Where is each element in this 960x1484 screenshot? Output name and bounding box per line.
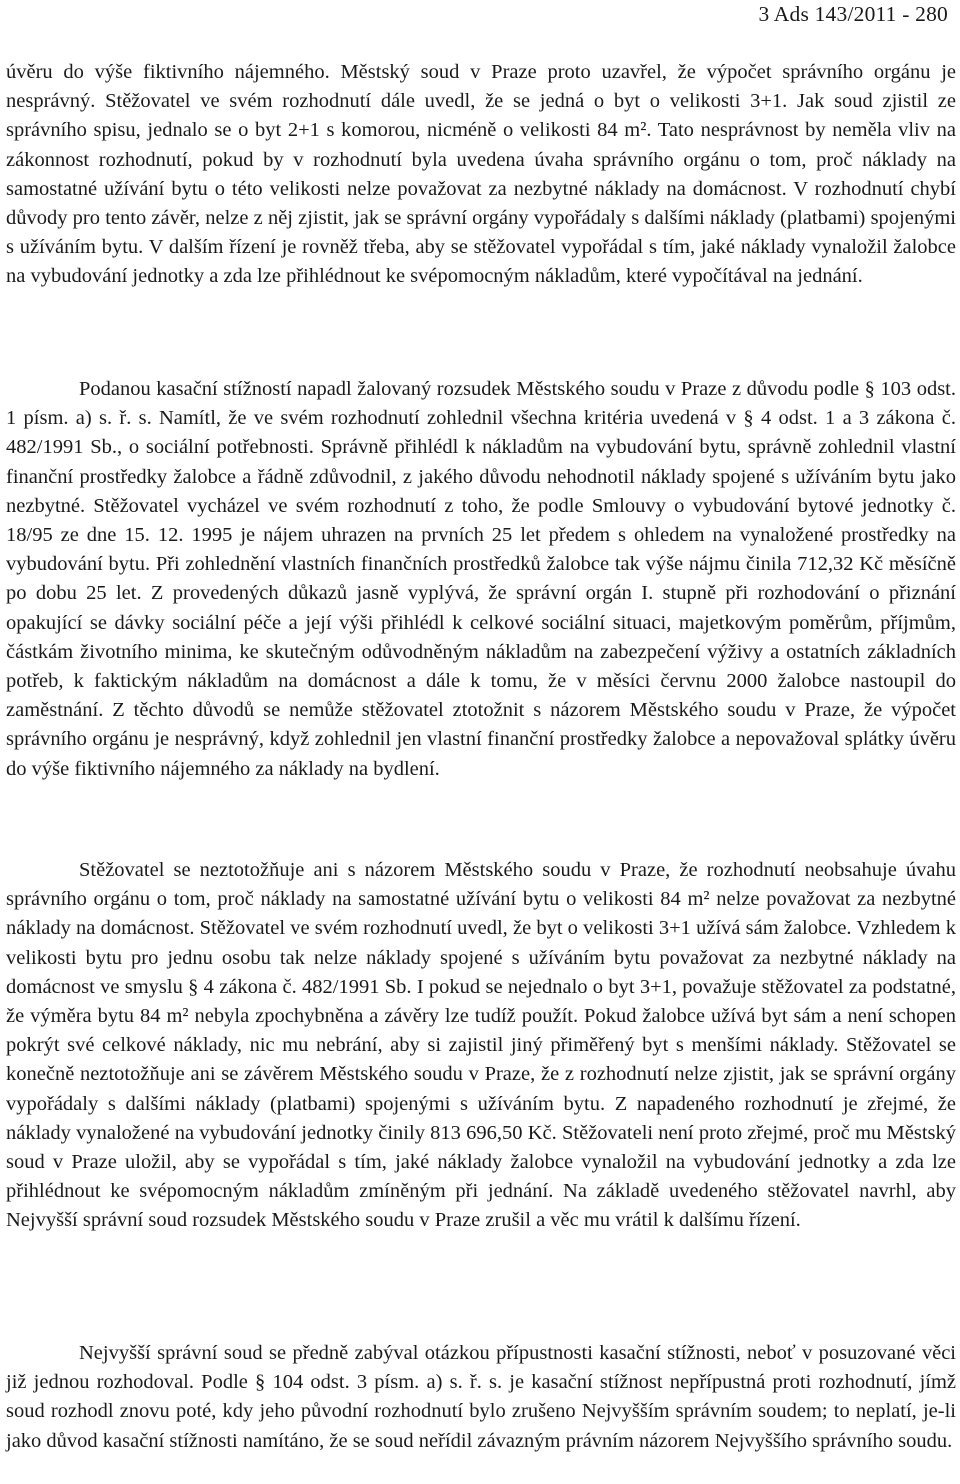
paragraph-complainant-disagreement: Stěžovatel se neztotožňuje ani s názorem Městského soudu v Praze, že rozhodnutí neobsahuje úvahu správního orgánu o tom, proč náklady na samostatné užívání bytu o velikosti 84 m² nelze považovat za nezbytné náklady na domácnost. Stěžovatel ve svém rozhodnutí uvedl, že byt o velikosti 3+1 užívá sám žalobce. Vzhledem k velikosti bytu pro jednu osobu tak nelze náklady spojené s užíváním bytu považovat za nezbytné náklady na domácnost ve smyslu § 4 zákona č. 482/1991 Sb. I pokud se nejednalo o byt 3+1, považuje stěžovatel za podstatné, že výměra bytu 84 m² nebyla zpochybněna a závěry lze tudíž použít. Pokud žalobce užívá byt sám a není schopen pokrýt své celkové náklady, nic mu nebrání, aby si zajistil jiný přiměřený byt s menšími náklady. Stěžovatel se konečně neztotožňuje ani se závěrem Městského soudu v Praze, že z rozhodnutí nelze zjistit, jak se správní orgány vypořádaly s dalšími náklady (platbami) spojenými s užíváním bytu. Z napadeného rozhodnutí je zřejmé, že náklady vynaložené na vybudování jednotky činily 813 696,50 Kč. Stěžovateli není proto zřejmé, proč mu Městský soud v Praze uložil, aby se vypořádal s tím, jaké náklady žalobce vynaložil na vybudování jednotky a zda lze přihlédnout ke svépomocným nákladům zmíněným při jednání. Na základě uvedeného stěžovatel navrhl, aby Nejvyšší správní soud rozsudek Městského soudu v Praze zrušil a věc mu vrátil k dalšímu řízení. xyxy=(6,859,956,1232)
paragraph-cassation-complaint: Podanou kasační stížností napadl žalovaný rozsudek Městského soudu v Praze z důvodu podle § 103 odst. 1 písm. a) s. ř. s. Namítl, že ve svém rozhodnutí zohlednil všechna kritéria uvedená v § 4 odst. 1 a 3 zákona č. 482/1991 Sb., o sociální potřebnosti. Správně přihlédl k nákladům na vybudování bytu, správně zohlednil vlastní finanční prostředky žalobce a řádně zdůvodnil, z jakého důvodu nehodnotil náklady spojené s užíváním bytu jako nezbytné. Stěžovatel vycházel ve svém rozhodnutí z toho, že podle Smlouvy o vybudování bytové jednotky č. 18/95 ze dne 15. 12. 1995 je nájem uhrazen na prvních 25 let předem s ohledem na vynaložené prostředky na vybudování bytu. Při zohlednění vlastních finančních prostředků žalobce tak výše nájmu činila 712,32 Kč měsíčně po dobu 25 let. Z provedených důkazů jasně vyplývá, že správní orgán I. stupně při rozhodování o přiznání opakující se dávky sociální péče a její výši přihlédl k celkové sociální situaci, majetkovým poměrům, příjmům, částkám životního minima, ke skutečným odůvodněným nákladům na zabezpečení výživy a ostatních základních potřeb, k faktickým nákladům na domácnost a dále k tomu, že v měsíci červnu 2000 žalobce nastoupil do zaměstnání. Z těchto důvodů se nemůže stěžovatel ztotožnit s názorem Městského soudu v Praze, že výpočet správního orgánu je nesprávný, když zohlednil jen vlastní finanční prostředky žalobce a nepovažoval splátky úvěru do výše fiktivního nájemného za náklady na bydlení. xyxy=(6,378,956,780)
case-reference: 3 Ads 143/2011 - 280 xyxy=(758,2,948,26)
paragraph-continuation: úvěru do výše fiktivního nájemného. Městský soud v Praze proto uzavřel, že výpočet správního orgánu je nesprávný. Stěžovatel ve svém rozhodnutí dále uvedl, že se jedná o byt o velikosti 3+1. Jak soud zjistil ze správního spisu, jednalo se o byt 2+1 s komorou, nicméně o velikosti 84 m². Tato nesprávnost by neměla vliv na zákonnost rozhodnutí, pokud by v rozhodnutí byla uvedena úvaha správního orgánu o tom, proč náklady na samostatné užívání bytu o této velikosti nelze považovat za nezbytné náklady na domácnost. V rozhodnutí chybí důvody pro tento závěr, nelze z něj zjistit, jak se správní orgány vypořádaly s dalšími náklady (platbami) spojenými s užíváním bytu. V dalším řízení je rovněž třeba, aby se stěžovatel vypořádal s tím, jaké náklady vynaložil žalobce na vybudování jednotky a zda lze přihlédnout ke svépomocným nákladům, které vypočítával na jednání. xyxy=(6,61,956,288)
paragraph-admissibility: Nejvyšší správní soud se předně zabýval otázkou přípustnosti kasační stížnosti, neboť v posuzované věci již jednou rozhodoval. Podle § 104 odst. 3 písm. a) s. ř. s. je kasační stížnost nepřípustná proti rozhodnutí, jímž soud rozhodl znovu poté, kdy jeho původní rozhodnutí bylo zrušeno Nejvyšším správním soudem; to neplatí, je-li jako důvod kasační stížnosti namítáno, že se soud neřídil závazným právním názorem Nejvyššího správního soudu. xyxy=(6,1342,956,1452)
